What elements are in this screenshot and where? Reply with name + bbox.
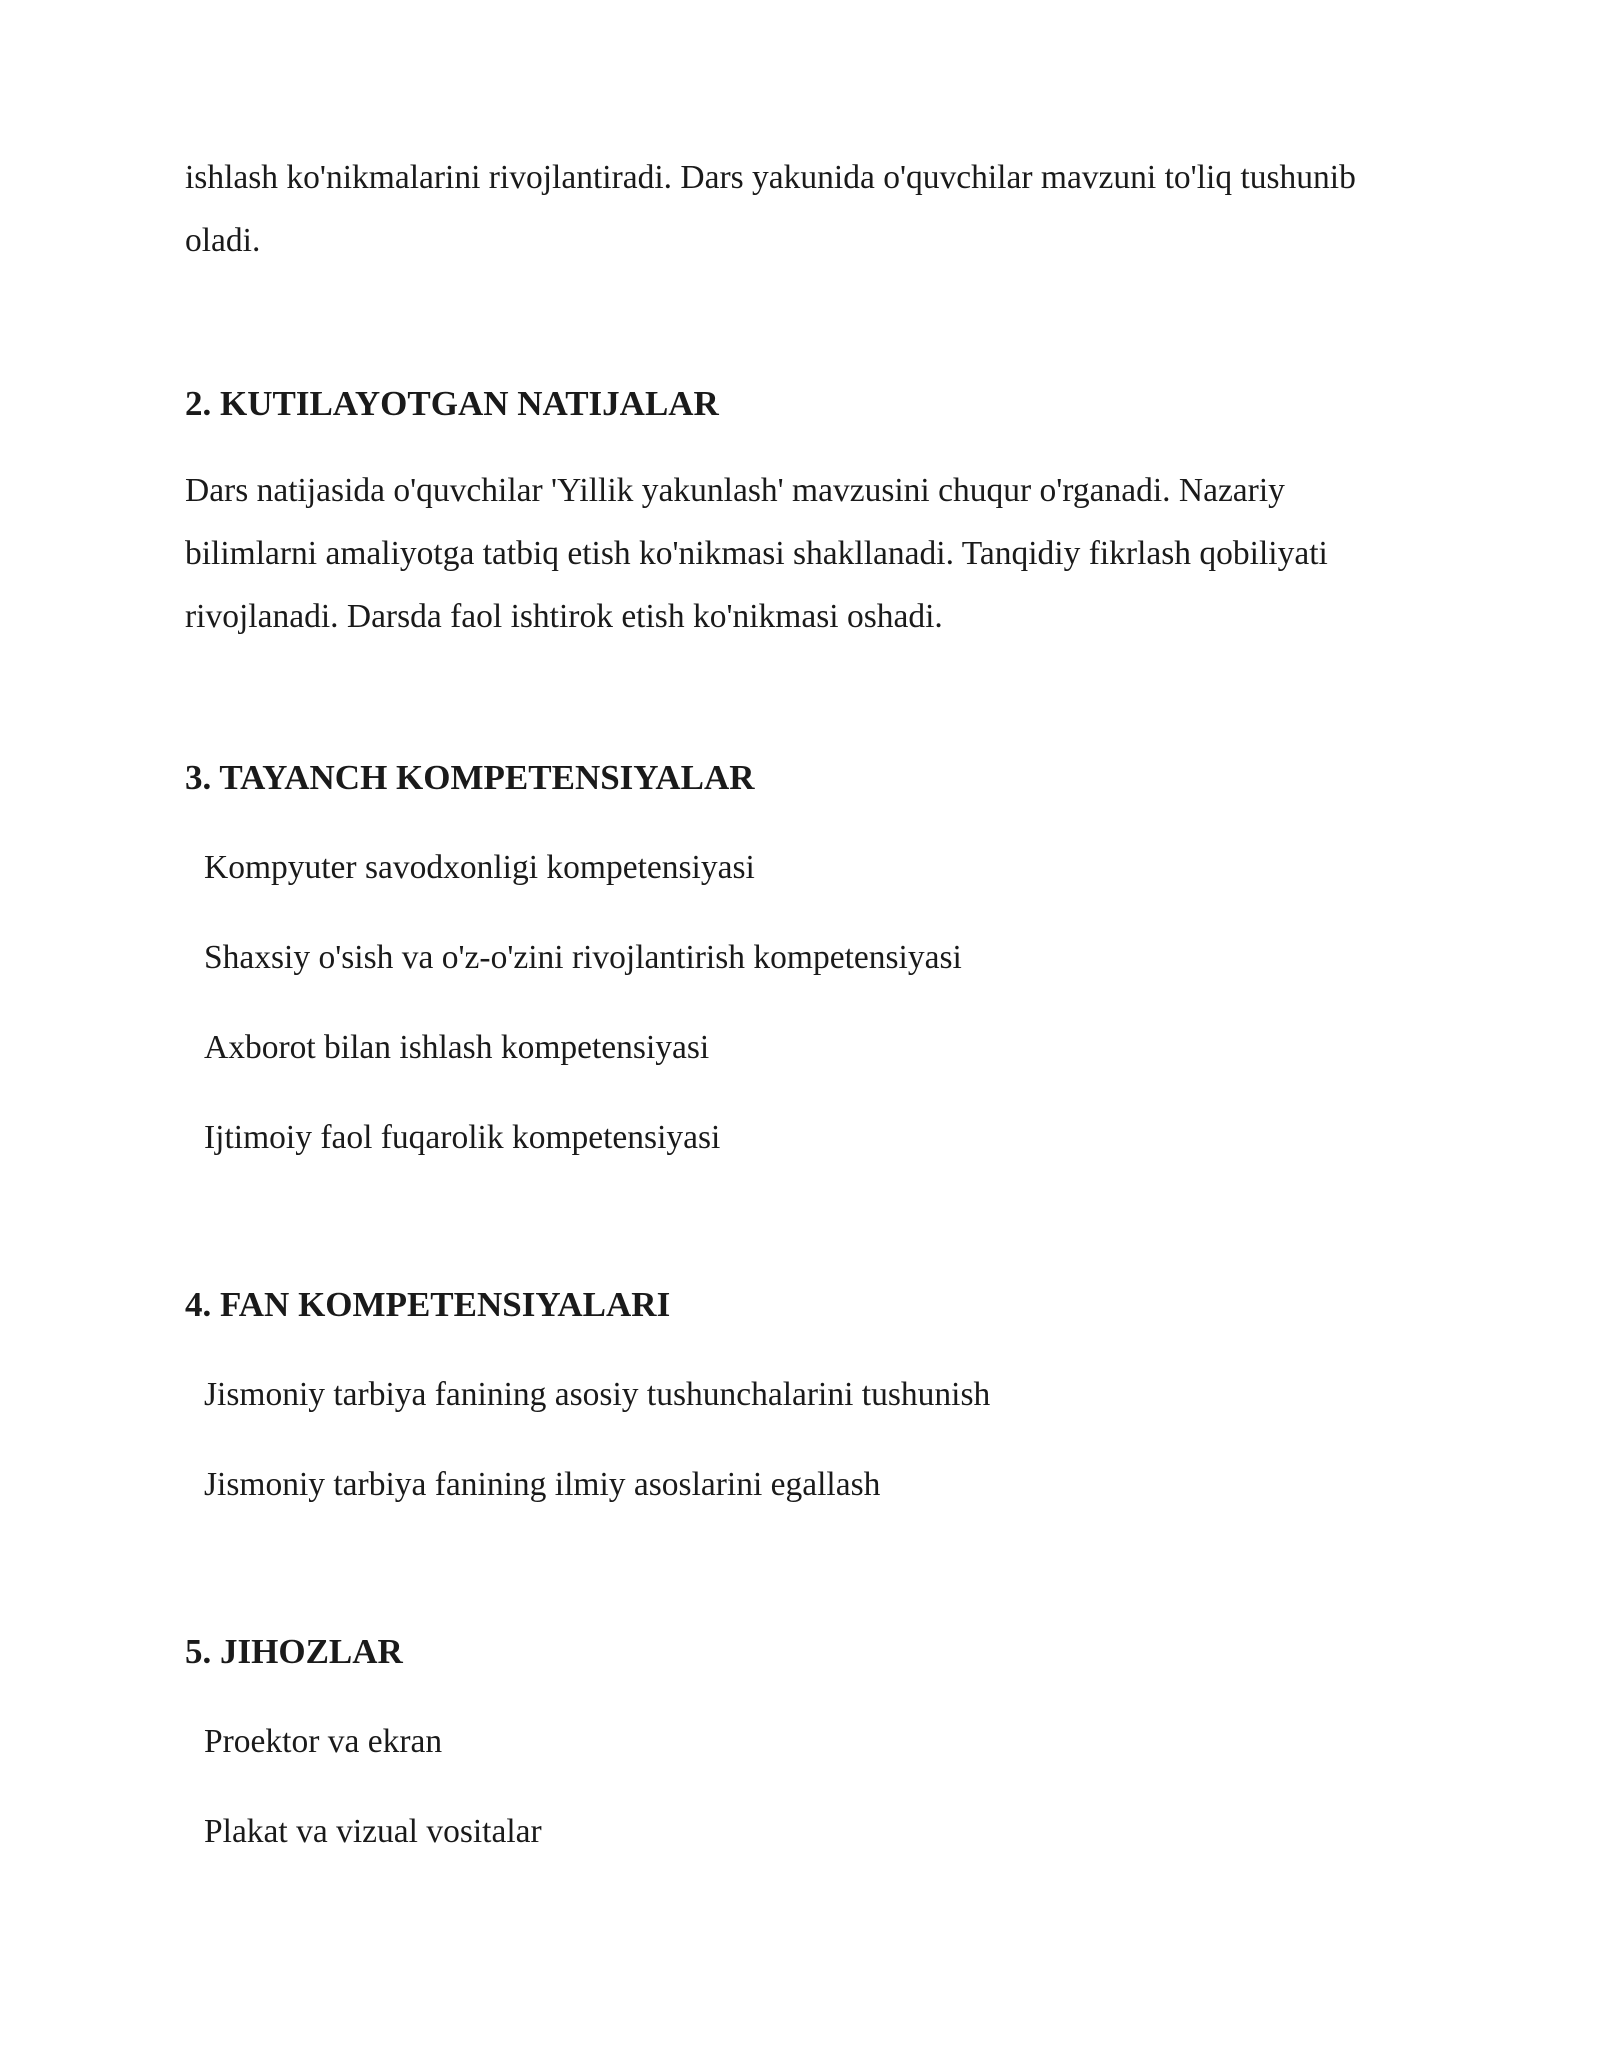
list-item: Plakat va vizual vositalar bbox=[204, 1813, 542, 1850]
list-item: Jismoniy tarbiya fanining asosiy tushunchalarini tushunish bbox=[204, 1376, 991, 1413]
list-item: Axborot bilan ishlash kompetensiyasi bbox=[204, 1029, 710, 1066]
section-fan-kompetensiyalari bbox=[185, 1283, 1414, 1507]
section-heading: 3. TAYANCH KOMPETENSIYALAR bbox=[185, 758, 755, 797]
list-item: Shaxsiy o'sish va o'z-o'zini rivojlantirish kompetensiyasi bbox=[204, 939, 962, 976]
section-tayanch-kompetensiyalar bbox=[185, 756, 1414, 1160]
competency-list bbox=[185, 846, 1414, 1160]
section-heading: 2. KUTILAYOTGAN NATIJALAR bbox=[185, 384, 719, 423]
equipment-list bbox=[185, 1720, 1414, 1854]
list-item: Jismoniy tarbiya fanining ilmiy asoslarini egallash bbox=[204, 1466, 881, 1503]
section-heading: 4. FAN KOMPETENSIYALARI bbox=[185, 1285, 671, 1324]
section-jihozlar bbox=[185, 1630, 1414, 1854]
list-item: Proektor va ekran bbox=[204, 1723, 443, 1760]
section-heading: 5. JIHOZLAR bbox=[185, 1632, 403, 1671]
intro-paragraph: ishlash ko'nikmalarini rivojlantiradi. Dars yakunida o'quvchilar mavzuni to'liq tushunib oladi. bbox=[185, 159, 1356, 259]
subject-competency-list bbox=[185, 1373, 1414, 1507]
list-item: Kompyuter savodxonligi kompetensiyasi bbox=[204, 849, 755, 886]
section-kutilayotgan-natijalar bbox=[185, 382, 1414, 648]
section-paragraph: Dars natijasida o'quvchilar 'Yillik yakunlash' mavzusini chuqur o'rganadi. Nazariy bilimlarni amaliyotga tatbiq etish ko'nikmasi shakllanadi. Tanqidiy fikrlash qobiliyati rivojlanadi. Darsda faol ishtirok etish ko'nikmasi oshadi. bbox=[185, 472, 1328, 635]
list-item: Ijtimoiy faol fuqarolik kompetensiyasi bbox=[204, 1119, 721, 1156]
